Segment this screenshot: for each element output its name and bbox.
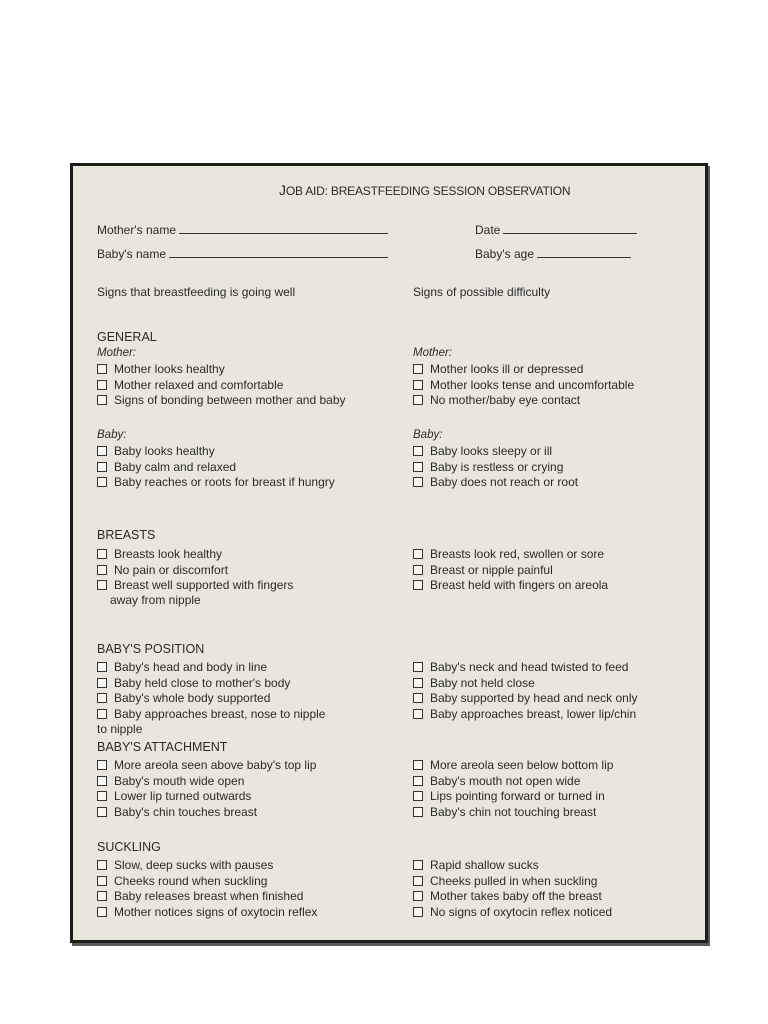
column-header-difficulty: Signs of possible difficulty — [413, 285, 551, 299]
subsection-mother: Mother: — [97, 347, 136, 359]
checklist-item-label: Baby's mouth not open wide — [430, 773, 581, 788]
checklist-item-label: No signs of oxytocin reflex noticed — [430, 904, 613, 919]
section-babys-position: BABY'S POSITION — [97, 642, 205, 656]
checklist-item-label: Baby supported by head and neck only — [430, 691, 638, 706]
date-field[interactable]: Date — [475, 222, 637, 237]
subsection-baby: Baby: — [413, 429, 443, 441]
checkbox[interactable] — [97, 907, 107, 917]
checklist-item-continued: to nipple — [97, 722, 143, 736]
checklist-item-label: More areola seen above baby's top lip — [114, 758, 317, 772]
checkbox[interactable] — [97, 380, 107, 390]
section-babys-attachment: BABY'S ATTACHMENT — [97, 740, 228, 754]
section-suckling: SUCKLING — [97, 840, 161, 854]
checkbox[interactable] — [97, 678, 107, 688]
section-breasts: BREASTS — [97, 528, 156, 542]
checklist-item-label: Mother looks tense and uncomfortable — [430, 377, 635, 392]
checkbox[interactable] — [97, 549, 107, 559]
checklist-item-label: Baby reaches or roots for breast if hungry — [114, 475, 335, 490]
checklist-item-continued: away from nipple — [110, 593, 201, 607]
checklist-item-label: Baby's head and body in line — [114, 660, 268, 674]
section-general: GENERAL — [97, 330, 157, 344]
checklist-item-label: Baby does not reach or root — [430, 475, 579, 490]
checkbox[interactable] — [97, 760, 107, 770]
checkbox[interactable] — [413, 477, 423, 487]
checklist-item-label: Rapid shallow sucks — [430, 858, 539, 872]
checklist-item-label: Breast well supported with fingers — [114, 578, 294, 593]
checklist-item-label: Baby's chin touches breast — [114, 804, 258, 819]
checkbox[interactable] — [413, 807, 423, 817]
checkbox[interactable] — [97, 446, 107, 456]
checkbox[interactable] — [97, 776, 107, 786]
checklist-item-label: Baby releases breast when finished — [114, 889, 304, 904]
checklist-item-label: Signs of bonding between mother and baby — [114, 393, 346, 408]
checkbox[interactable] — [413, 380, 423, 390]
mothers-name-field[interactable]: Mother's name — [97, 222, 388, 237]
subsection-mother: Mother: — [413, 347, 452, 359]
checklist-item-label: Cheeks pulled in when suckling — [430, 873, 598, 888]
checkbox[interactable] — [97, 477, 107, 487]
checklist-item-label: Baby's neck and head twisted to feed — [430, 660, 629, 674]
checklist-item-label: Mother looks ill or depressed — [430, 362, 584, 376]
checkbox[interactable] — [413, 776, 423, 786]
checkbox[interactable] — [97, 876, 107, 886]
checkbox[interactable] — [97, 693, 107, 703]
checkbox[interactable] — [413, 662, 423, 672]
checkbox[interactable] — [413, 876, 423, 886]
checkbox[interactable] — [413, 791, 423, 801]
checklist-item-label: Baby's whole body supported — [114, 691, 271, 706]
checklist-item-label: Breast or nipple painful — [430, 562, 553, 577]
subsection-baby: Baby: — [97, 429, 127, 441]
checklist-item-label: Breast held with fingers on areola — [430, 578, 609, 593]
form-title: JOB AID: BREASTFEEDING SESSION OBSERVATION — [279, 182, 571, 198]
checkbox[interactable] — [413, 907, 423, 917]
checklist-item-label: Baby looks healthy — [114, 444, 215, 458]
checklist-item-label: Mother takes baby off the breast — [430, 889, 602, 904]
checkbox[interactable] — [97, 891, 107, 901]
checkbox[interactable] — [97, 709, 107, 719]
checkbox[interactable] — [413, 580, 423, 590]
checkbox[interactable] — [413, 891, 423, 901]
checklist-item-label: Breasts look healthy — [114, 547, 223, 561]
checklist-item-label: More areola seen below bottom lip — [430, 758, 614, 772]
checklist-item-label: Baby's chin not touching breast — [430, 804, 597, 819]
checklist-item-label: Baby approaches breast, lower lip/chin — [430, 706, 637, 721]
babys-name-field[interactable]: Baby's name — [97, 246, 388, 261]
checklist-item-label: Slow, deep sucks with pauses — [114, 858, 274, 872]
checkbox[interactable] — [97, 662, 107, 672]
checklist-item-label: Mother relaxed and comfortable — [114, 377, 284, 392]
checklist-item-label: Breasts look red, swollen or sore — [430, 547, 605, 561]
checkbox[interactable] — [97, 860, 107, 870]
checkbox[interactable] — [97, 580, 107, 590]
checkbox[interactable] — [413, 678, 423, 688]
checklist-item-label: Baby held close to mother's body — [114, 675, 291, 690]
checkbox[interactable] — [413, 565, 423, 575]
babys-age-field[interactable]: Baby's age — [475, 246, 631, 261]
checklist-item-label: Baby approaches breast, nose to nipple — [114, 706, 326, 721]
checklist-item-label: Baby is restless or crying — [430, 459, 564, 474]
checklist-item-label: Baby looks sleepy or ill — [430, 444, 553, 458]
checklist-item-label: Baby not held close — [430, 675, 535, 690]
checklist-item-label: Cheeks round when suckling — [114, 873, 268, 888]
checkbox[interactable] — [413, 549, 423, 559]
checkbox[interactable] — [97, 364, 107, 374]
checklist-item-label: No mother/baby eye contact — [430, 393, 581, 408]
checkbox[interactable] — [413, 760, 423, 770]
checklist-item-label: Lips pointing forward or turned in — [430, 789, 605, 804]
column-header-going-well: Signs that breastfeeding is going well — [97, 285, 296, 299]
checkbox[interactable] — [413, 693, 423, 703]
checkbox[interactable] — [413, 446, 423, 456]
checkbox[interactable] — [97, 462, 107, 472]
checkbox[interactable] — [413, 364, 423, 374]
checkbox[interactable] — [97, 807, 107, 817]
checklist-item-label: Baby's mouth wide open — [114, 773, 245, 788]
checkbox[interactable] — [413, 709, 423, 719]
checkbox[interactable] — [97, 395, 107, 405]
checklist-item-label: Baby calm and relaxed — [114, 459, 237, 474]
checklist-item-label: No pain or discomfort — [114, 562, 229, 577]
checkbox[interactable] — [413, 462, 423, 472]
checkbox[interactable] — [413, 395, 423, 405]
checklist-item-label: Mother notices signs of oxytocin reflex — [114, 904, 318, 919]
checklist-item-label: Mother looks healthy — [114, 362, 225, 376]
checklist-item-label: Lower lip turned outwards — [114, 789, 252, 804]
checkbox[interactable] — [97, 565, 107, 575]
observation-form — [70, 163, 708, 943]
checkbox[interactable] — [413, 860, 423, 870]
checkbox[interactable] — [97, 791, 107, 801]
